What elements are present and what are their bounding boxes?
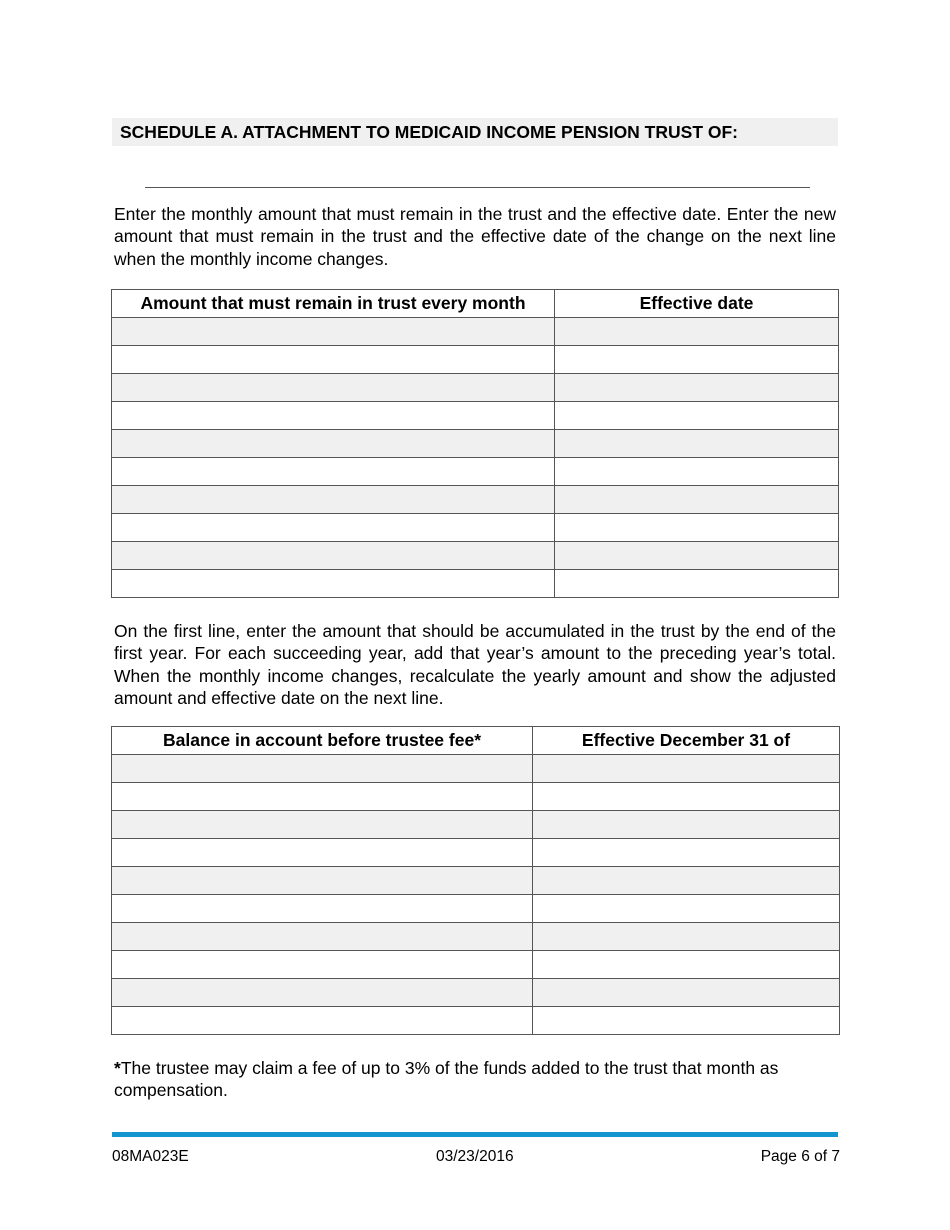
balance-cell[interactable] (112, 755, 533, 783)
table-row (112, 839, 840, 867)
table-row (112, 514, 839, 542)
balance-cell[interactable] (112, 895, 533, 923)
table-row (112, 542, 839, 570)
table-row (112, 402, 839, 430)
amount-cell[interactable] (112, 318, 555, 346)
effective-date-cell[interactable] (555, 346, 839, 374)
amount-cell[interactable] (112, 458, 555, 486)
table-row (112, 486, 839, 514)
effective-date-cell[interactable] (555, 514, 839, 542)
balance-cell[interactable] (112, 811, 533, 839)
table-row (112, 1007, 840, 1035)
table-row (112, 430, 839, 458)
table-row (112, 374, 839, 402)
trust-name-line[interactable] (145, 187, 810, 188)
footnote-text: The trustee may claim a fee of up to 3% of the funds added to the trust that month as compensation. (114, 1058, 779, 1101)
year-cell[interactable] (533, 979, 840, 1007)
table-row (112, 755, 840, 783)
effective-date-cell[interactable] (555, 458, 839, 486)
revision-date: 03/23/2016 (436, 1148, 514, 1165)
effective-date-cell[interactable] (555, 402, 839, 430)
year-cell[interactable] (533, 867, 840, 895)
table-row (112, 895, 840, 923)
amount-column-header: Amount that must remain in trust every month (112, 290, 555, 318)
balance-cell[interactable] (112, 1007, 533, 1035)
trustee-fee-footnote (114, 1057, 836, 1102)
amount-cell[interactable] (112, 374, 555, 402)
year-cell[interactable] (533, 839, 840, 867)
effective-date-column-header: Effective date (555, 290, 839, 318)
balance-cell[interactable] (112, 951, 533, 979)
table-row (112, 570, 839, 598)
table-row (112, 346, 839, 374)
monthly-amount-instructions: Enter the monthly amount that must remain in the trust and the effective date. Enter the new amount that must remain in the trust and the effective date of the change on the next line when the monthly income changes. (114, 204, 836, 269)
table-row (112, 923, 840, 951)
balance-cell[interactable] (112, 783, 533, 811)
schedule-title: SCHEDULE A. ATTACHMENT TO MEDICAID INCOME PENSION TRUST OF: (112, 118, 838, 146)
table-row (112, 783, 840, 811)
amount-cell[interactable] (112, 486, 555, 514)
table-row (112, 811, 840, 839)
effective-date-cell[interactable] (555, 486, 839, 514)
effective-date-cell[interactable] (555, 542, 839, 570)
table-row (112, 458, 839, 486)
table-row (112, 867, 840, 895)
balance-column-header: Balance in account before trustee fee* (112, 727, 533, 755)
year-cell[interactable] (533, 895, 840, 923)
monthly-amount-table (111, 289, 839, 598)
effective-date-cell[interactable] (555, 430, 839, 458)
table-row (112, 951, 840, 979)
effective-date-cell[interactable] (555, 318, 839, 346)
table-row (112, 979, 840, 1007)
effective-december-column-header: Effective December 31 of (533, 727, 840, 755)
balance-cell[interactable] (112, 923, 533, 951)
amount-cell[interactable] (112, 346, 555, 374)
yearly-balance-instructions: On the first line, enter the amount that should be accumulated in the trust by the end of the first year. For each succeeding year, add that year’s amount to the preceding year’s total. When the monthly income changes, recalculate the yearly amount and show the adjusted amount and effective date on the next line. (114, 621, 836, 708)
year-cell[interactable] (533, 951, 840, 979)
amount-cell[interactable] (112, 402, 555, 430)
effective-date-cell[interactable] (555, 374, 839, 402)
amount-cell[interactable] (112, 430, 555, 458)
year-cell[interactable] (533, 811, 840, 839)
footer-divider (112, 1132, 838, 1137)
year-cell[interactable] (533, 1007, 840, 1035)
amount-cell[interactable] (112, 514, 555, 542)
balance-cell[interactable] (112, 867, 533, 895)
balance-cell[interactable] (112, 979, 533, 1007)
page-number: Page 6 of 7 (760, 1148, 840, 1165)
year-cell[interactable] (533, 755, 840, 783)
footnote-marker: * (114, 1058, 121, 1078)
amount-cell[interactable] (112, 542, 555, 570)
year-cell[interactable] (533, 923, 840, 951)
table-row (112, 318, 839, 346)
year-cell[interactable] (533, 783, 840, 811)
yearly-balance-table (111, 726, 840, 1035)
effective-date-cell[interactable] (555, 570, 839, 598)
amount-cell[interactable] (112, 570, 555, 598)
form-code: 08MA023E (112, 1148, 189, 1165)
balance-cell[interactable] (112, 839, 533, 867)
